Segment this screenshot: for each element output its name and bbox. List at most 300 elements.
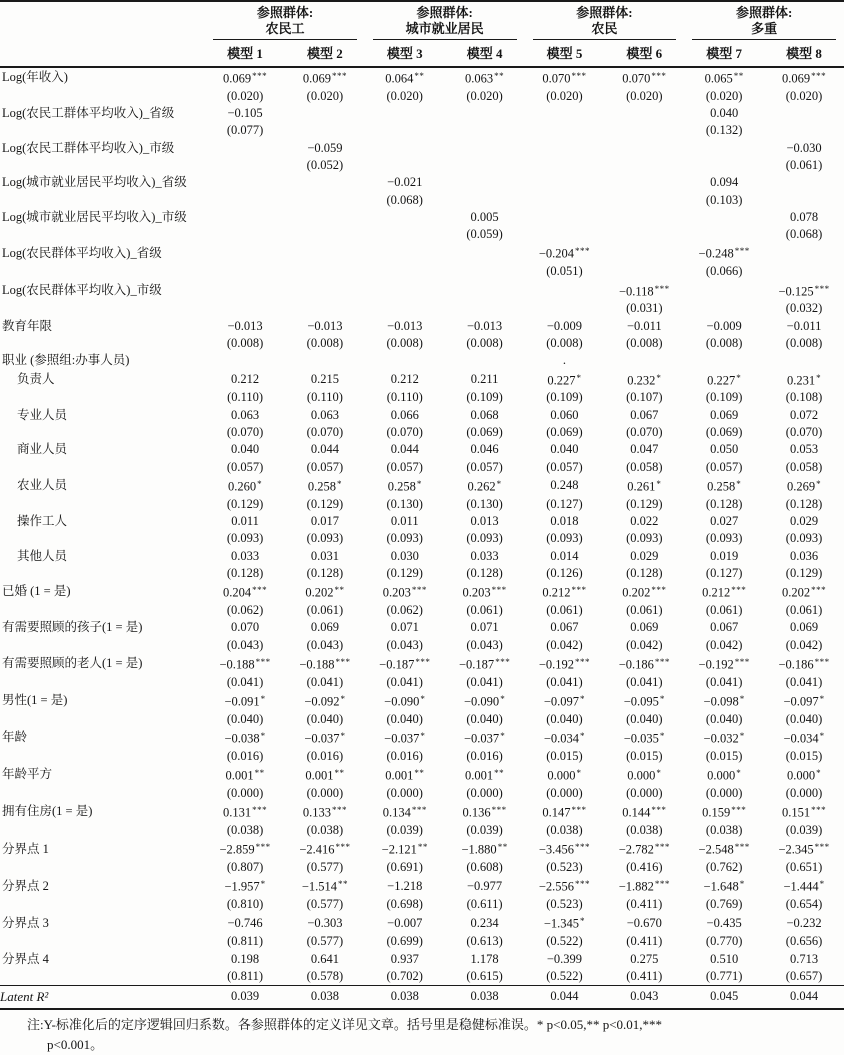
se-cell: (0.651) <box>785 860 823 875</box>
se-cell: (0.038) <box>705 822 743 837</box>
se-cell: (0.016) <box>386 748 423 763</box>
se-cell: (0.061) <box>306 602 344 617</box>
se-cell: (0.043) <box>306 637 344 652</box>
se-cell: (0.041) <box>306 674 344 689</box>
coef-cell <box>445 951 525 968</box>
se-cell: (0.057) <box>546 459 583 474</box>
group-title-line1: 参照群体: <box>576 5 633 20</box>
se-cell: (0.093) <box>466 531 503 546</box>
coef-cell <box>205 352 285 369</box>
significance-stars: *** <box>571 585 587 596</box>
coef-value: 0.072 <box>789 407 819 422</box>
coef-value: −0.009 <box>546 318 583 333</box>
significance-stars: *** <box>415 656 431 667</box>
se-cell <box>525 122 605 139</box>
coef-cell <box>205 370 285 390</box>
se-cell: (0.041) <box>785 674 823 689</box>
se-cell: (0.128) <box>226 565 264 580</box>
significance-stars: * <box>576 768 582 779</box>
coef-cell <box>525 691 605 711</box>
coef-cell <box>684 441 764 458</box>
se-cell: (0.657) <box>785 968 823 983</box>
coef-value: −0.013 <box>227 318 263 333</box>
se-cell: (0.042) <box>546 637 583 652</box>
table-row-se <box>0 300 844 317</box>
significance-stars: *** <box>252 805 268 816</box>
coef-value: 0.011 <box>390 513 419 528</box>
row-label-spacer <box>0 226 205 243</box>
coef-value: 0.275 <box>630 951 659 966</box>
coef-cell <box>684 476 764 496</box>
coef-cell <box>764 654 844 674</box>
se-cell: (0.577) <box>306 934 344 949</box>
se-cell: (0.020) <box>306 88 344 103</box>
coef-cell <box>205 407 285 424</box>
coef-value: −0.091 <box>224 694 260 709</box>
coef-value: 0.000 <box>627 768 656 783</box>
coef-cell <box>764 839 844 859</box>
coef-value: 0.067 <box>630 407 659 422</box>
se-cell: (0.040) <box>466 711 503 726</box>
coef-cell <box>525 548 605 565</box>
row-label: 男性(1 = 是) <box>2 693 68 708</box>
se-cell: (0.062) <box>226 602 264 617</box>
row-label-spacer <box>0 637 205 654</box>
significance-stars: *** <box>811 805 827 816</box>
se-cell: (0.577) <box>306 897 344 912</box>
coef-value: 0.258 <box>707 479 736 494</box>
row-label: 拥有住房(1 = 是) <box>2 804 93 819</box>
coef-value: 0.038 <box>310 989 339 1004</box>
coef-cell <box>445 691 525 711</box>
se-cell: (0.031) <box>626 301 663 316</box>
coef-cell <box>205 802 285 822</box>
se-cell: (0.093) <box>785 531 823 546</box>
row-label: 其他人员 <box>17 548 68 563</box>
group-title-line1: 参照群体: <box>256 5 314 20</box>
coef-cell <box>684 281 764 301</box>
coef-value: 0.227 <box>547 373 576 388</box>
coef-cell <box>604 174 684 191</box>
significance-stars: * <box>260 730 266 741</box>
coef-cell <box>205 318 285 335</box>
coef-value: 0.070 <box>231 620 260 635</box>
coef-value: −0.013 <box>467 318 503 333</box>
coef-value: −0.192 <box>698 657 734 672</box>
table-row-se <box>0 565 844 582</box>
coef-value: −0.037 <box>464 731 500 746</box>
coef-value: 0.211 <box>470 371 499 386</box>
coef-cell <box>525 441 605 458</box>
coef-cell <box>205 986 285 1010</box>
coef-cell <box>525 876 605 896</box>
coef-cell <box>684 839 764 859</box>
coef-value: −0.009 <box>706 318 742 333</box>
coef-cell <box>525 802 605 822</box>
coef-cell <box>684 802 764 822</box>
table-row-se <box>0 530 844 547</box>
coef-cell <box>684 986 764 1010</box>
coef-cell <box>285 243 365 263</box>
significance-stars: *** <box>411 585 427 596</box>
significance-stars: * <box>816 478 822 489</box>
row-label-spacer <box>0 896 205 913</box>
coef-value: −1.648 <box>703 879 739 894</box>
coef-cell <box>205 513 285 530</box>
coef-cell <box>205 876 285 896</box>
row-label: Log(农民群体平均收入)_市级 <box>2 282 162 297</box>
row-label: Log(城市就业居民平均收入)_省级 <box>2 175 187 190</box>
coef-value: −1.880 <box>461 842 497 857</box>
se-cell: (0.062) <box>386 602 423 617</box>
significance-stars: ** <box>338 879 348 890</box>
se-cell: (0.129) <box>226 496 264 511</box>
se-cell: (0.059) <box>466 227 503 242</box>
coef-value: 0.043 <box>630 989 659 1004</box>
coef-cell <box>604 619 684 636</box>
coef-cell <box>205 105 285 122</box>
coef-cell <box>684 654 764 674</box>
table-row-se <box>0 748 844 765</box>
coef-cell <box>205 839 285 859</box>
se-cell: (0.000) <box>226 785 264 800</box>
table-row-se <box>0 711 844 728</box>
se-cell <box>205 263 285 280</box>
row-label-spacer <box>0 192 205 209</box>
se-cell: (0.093) <box>705 531 743 546</box>
significance-stars: *** <box>731 805 747 816</box>
coef-value: 0.033 <box>470 548 499 563</box>
coef-value: 0.202 <box>781 585 811 600</box>
coef-value: 0.047 <box>630 442 659 457</box>
table-row <box>0 951 844 968</box>
significance-stars: * <box>420 693 426 704</box>
coef-value: 0.144 <box>622 805 651 820</box>
se-cell: (0.008) <box>705 335 743 350</box>
coef-cell <box>684 318 764 335</box>
se-cell: (0.015) <box>546 748 583 763</box>
row-label-spacer <box>0 530 205 547</box>
se-cell: (0.093) <box>626 531 663 546</box>
coef-value: −0.007 <box>387 915 423 930</box>
coef-cell <box>365 765 445 785</box>
significance-stars: *** <box>575 842 591 853</box>
coef-cell <box>525 243 605 263</box>
coef-cell <box>365 728 445 748</box>
coef-cell <box>764 728 844 748</box>
row-label-spacer <box>0 122 205 139</box>
se-cell: (0.578) <box>306 968 344 983</box>
coef-value: −0.013 <box>387 318 423 333</box>
coef-cell <box>285 281 365 301</box>
se-cell: (0.070) <box>386 424 423 439</box>
coef-value: 0.232 <box>627 373 656 388</box>
coef-cell <box>684 582 764 602</box>
table-row-se <box>0 822 844 839</box>
se-cell: (0.811) <box>227 934 264 949</box>
row-label: 分界点 2 <box>2 878 49 893</box>
significance-stars: *** <box>491 805 507 816</box>
coef-cell <box>365 281 445 301</box>
coef-value: 0.063 <box>231 407 260 422</box>
coef-value: 0.044 <box>789 989 819 1004</box>
se-cell <box>285 263 365 280</box>
coef-value: . <box>562 353 567 368</box>
coef-value: 0.069 <box>302 71 331 86</box>
coef-cell <box>205 441 285 458</box>
coef-value: 0.014 <box>550 548 579 563</box>
significance-stars: *** <box>331 71 347 81</box>
coef-value: −0.125 <box>778 284 814 299</box>
coef-cell <box>445 243 525 263</box>
table-row <box>0 105 844 122</box>
coef-cell <box>684 174 764 191</box>
coef-cell <box>365 174 445 191</box>
coef-cell <box>525 209 605 226</box>
coef-cell <box>365 654 445 674</box>
coef-value: −0.248 <box>698 246 734 261</box>
coef-cell <box>365 370 445 390</box>
significance-stars: ** <box>417 842 428 853</box>
significance-stars: * <box>739 879 745 890</box>
significance-stars: *** <box>814 656 830 667</box>
se-cell: (0.068) <box>785 227 823 242</box>
coef-cell <box>445 370 525 390</box>
significance-stars: *** <box>654 283 670 294</box>
coef-cell <box>525 105 605 122</box>
coef-cell <box>604 441 684 458</box>
coef-value: −1.882 <box>618 879 654 894</box>
coef-cell <box>365 951 445 968</box>
coef-value: 0.227 <box>707 373 736 388</box>
coef-cell <box>604 67 684 88</box>
se-cell: (0.130) <box>386 496 423 511</box>
table-row-se <box>0 674 844 691</box>
coef-value: 0.071 <box>390 620 419 635</box>
significance-stars: *** <box>734 656 750 667</box>
se-cell: (0.000) <box>546 785 583 800</box>
significance-stars: *** <box>654 842 670 853</box>
coef-value: 0.202 <box>622 585 651 600</box>
se-cell: (0.040) <box>785 711 823 726</box>
coef-value: 0.001 <box>465 768 494 783</box>
row-label: Log(城市就业居民平均收入)_市级 <box>2 209 187 224</box>
coef-value: −0.038 <box>224 731 260 746</box>
table-row <box>0 370 844 390</box>
significance-stars: * <box>656 372 662 383</box>
coef-cell <box>764 691 844 711</box>
coef-cell <box>285 691 365 711</box>
coef-value: 0.258 <box>387 479 416 494</box>
significance-stars: *** <box>575 246 591 257</box>
se-cell: (0.008) <box>546 335 583 350</box>
coef-value: 0.198 <box>231 951 260 966</box>
row-label: Latent R² <box>0 986 205 1010</box>
coef-cell <box>764 765 844 785</box>
coef-cell <box>285 582 365 602</box>
se-cell <box>525 192 605 209</box>
row-label-spacer <box>0 88 205 105</box>
row-label-spacer <box>0 424 205 441</box>
se-cell: (0.127) <box>705 565 743 580</box>
coef-cell <box>445 174 525 191</box>
coef-cell <box>205 951 285 968</box>
coef-cell <box>525 582 605 602</box>
significance-stars: * <box>260 879 266 890</box>
se-cell: (0.611) <box>466 897 503 912</box>
se-cell <box>445 263 525 280</box>
group-header-text <box>533 5 677 40</box>
coef-value: 0.027 <box>710 513 739 528</box>
coef-value: 0.064 <box>385 71 414 86</box>
coef-value: 0.136 <box>462 805 491 820</box>
significance-stars: *** <box>734 842 750 853</box>
se-cell: (0.068) <box>386 192 423 207</box>
coef-value: −0.011 <box>786 318 822 333</box>
coef-value: 0.022 <box>630 513 659 528</box>
significance-stars: * <box>819 879 825 890</box>
table-row-se <box>0 192 844 209</box>
coef-cell <box>684 105 764 122</box>
se-cell: (0.043) <box>386 637 423 652</box>
se-cell: (0.015) <box>626 748 663 763</box>
coef-cell <box>764 582 844 602</box>
significance-stars: * <box>659 730 665 741</box>
coef-cell <box>285 913 365 933</box>
coef-cell <box>365 105 445 122</box>
se-cell: (0.020) <box>546 88 583 103</box>
row-label: Log(农民群体平均收入)_省级 <box>2 245 162 260</box>
row-label: 专业人员 <box>17 407 68 422</box>
coef-cell <box>285 986 365 1010</box>
coef-value: −0.021 <box>387 175 423 190</box>
coef-cell <box>285 407 365 424</box>
coef-cell <box>445 548 525 565</box>
coef-cell <box>445 913 525 933</box>
coef-cell <box>285 67 365 88</box>
row-label: Log(农民工群体平均收入)_市级 <box>2 140 175 155</box>
coef-cell <box>285 105 365 122</box>
se-cell: (0.016) <box>226 748 264 763</box>
coef-cell <box>445 654 525 674</box>
se-cell: (0.040) <box>546 711 583 726</box>
se-cell: (0.057) <box>226 459 264 474</box>
coef-value: −0.037 <box>304 731 340 746</box>
coef-cell <box>684 691 764 711</box>
se-cell: (0.126) <box>546 565 583 580</box>
significance-stars: * <box>257 478 263 489</box>
row-label-spacer <box>0 674 205 691</box>
row-label-spacer <box>0 968 205 986</box>
group-header <box>205 1 365 40</box>
coef-cell <box>604 986 684 1010</box>
coef-value: 0.269 <box>786 479 816 494</box>
coef-cell <box>684 765 764 785</box>
significance-stars: *** <box>651 585 667 596</box>
coef-cell <box>365 582 445 602</box>
table-row <box>0 140 844 157</box>
se-cell: (0.020) <box>226 88 264 103</box>
coef-value: 0.069 <box>789 620 819 635</box>
coef-cell <box>205 619 285 636</box>
significance-stars: * <box>580 693 586 704</box>
coef-value: −0.090 <box>384 694 420 709</box>
row-label: 已婚 (1 = 是) <box>2 584 71 599</box>
significance-stars: * <box>656 478 662 489</box>
significance-stars: *** <box>814 842 830 853</box>
significance-stars: *** <box>571 71 587 81</box>
coef-cell <box>604 281 684 301</box>
coef-value: 0.069 <box>310 620 339 635</box>
coef-value: −2.345 <box>778 842 814 857</box>
coef-cell <box>525 839 605 859</box>
se-cell: (0.770) <box>705 934 743 949</box>
significance-stars: ** <box>733 71 744 81</box>
coef-value: 0.063 <box>310 407 339 422</box>
se-cell: (0.093) <box>386 531 423 546</box>
row-label-spacer <box>0 859 205 876</box>
coef-cell <box>764 441 844 458</box>
model-header: 模型 2 <box>285 40 365 67</box>
coef-cell <box>445 765 525 785</box>
coef-cell <box>205 209 285 226</box>
coef-value: −1.218 <box>387 878 423 893</box>
table-row <box>0 513 844 530</box>
se-cell: (0.128) <box>785 496 823 511</box>
se-cell: (0.070) <box>226 424 264 439</box>
table-header <box>0 1 844 67</box>
coef-value: 0.258 <box>307 479 336 494</box>
se-cell: (0.128) <box>466 565 503 580</box>
model-header: 模型 6 <box>604 40 684 67</box>
coef-value: 0.069 <box>223 71 252 86</box>
significance-stars: * <box>580 916 586 927</box>
se-cell: (0.041) <box>705 674 743 689</box>
coef-cell <box>205 174 285 191</box>
coef-cell <box>205 67 285 88</box>
coef-cell <box>764 548 844 565</box>
coef-cell <box>604 140 684 157</box>
coef-value: −0.188 <box>299 657 335 672</box>
coef-cell <box>445 318 525 335</box>
coef-cell <box>764 476 844 496</box>
se-cell <box>684 157 764 174</box>
significance-stars: *** <box>335 842 351 853</box>
coef-cell <box>764 619 844 636</box>
coef-value: 0.005 <box>470 209 499 224</box>
coef-cell <box>764 140 844 157</box>
coef-cell <box>445 407 525 424</box>
coef-value: 0.040 <box>231 442 260 457</box>
se-cell: (0.411) <box>626 934 663 949</box>
coef-cell <box>285 876 365 896</box>
table-row <box>0 281 844 301</box>
se-cell: (0.058) <box>626 459 663 474</box>
se-cell: (0.040) <box>306 711 344 726</box>
coef-value: 0.031 <box>310 548 339 563</box>
se-cell <box>604 157 684 174</box>
coef-cell <box>365 691 445 711</box>
coef-cell <box>764 951 844 968</box>
model-header: 模型 5 <box>525 40 605 67</box>
table-row <box>0 654 844 674</box>
se-cell: (0.411) <box>626 968 663 983</box>
coef-value: −1.957 <box>224 879 260 894</box>
coef-value: 0.001 <box>385 768 414 783</box>
group-header <box>684 1 844 40</box>
coef-value: −3.456 <box>538 842 575 857</box>
coef-value: −0.011 <box>626 318 662 333</box>
